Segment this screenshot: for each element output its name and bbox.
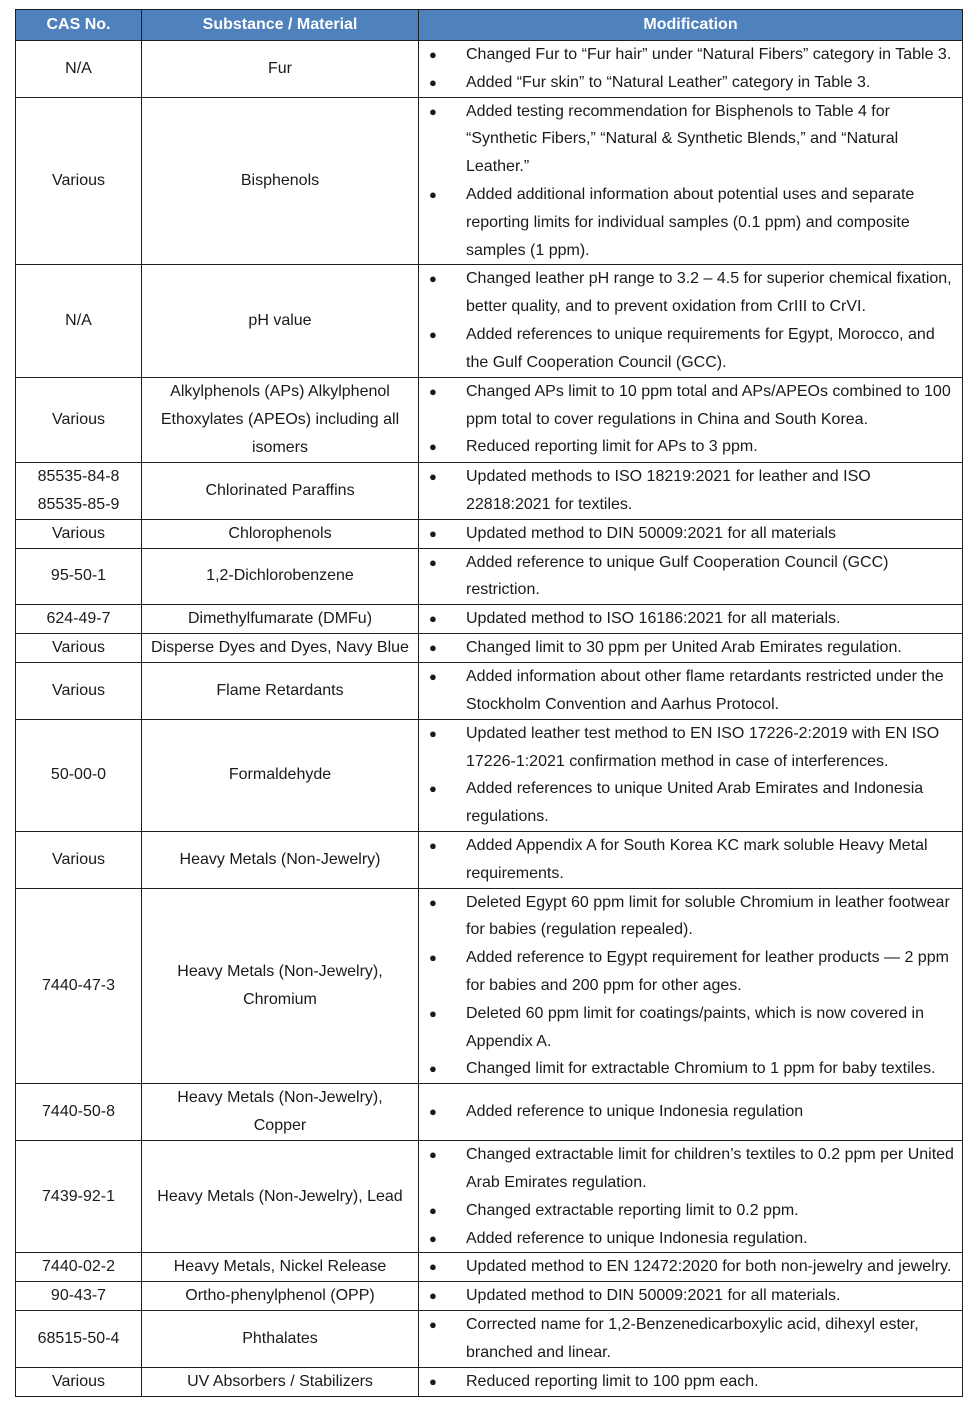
- cas-number-cell: Various: [16, 831, 142, 888]
- modification-item: [419, 549, 954, 605]
- modification-list: [419, 98, 954, 265]
- bullet-icon: ●: [429, 1259, 437, 1275]
- table-row: [16, 519, 963, 548]
- substance-cell: Chlorophenols: [142, 519, 419, 548]
- cas-number-cell: 68515-50-4: [16, 1311, 142, 1368]
- modification-list: [419, 1141, 954, 1252]
- modification-cell: [419, 265, 963, 377]
- modification-item: [419, 1253, 954, 1281]
- modification-cell: [419, 377, 963, 462]
- modification-item: [419, 832, 954, 888]
- modification-list: [419, 265, 954, 376]
- table-row: [16, 462, 963, 519]
- cas-number-cell: Various: [16, 377, 142, 462]
- table-row: [16, 1253, 963, 1282]
- cas-number-cell: 624-49-7: [16, 605, 142, 634]
- modification-list: [419, 463, 954, 519]
- substance-cell: Heavy Metals (Non-Jewelry), Lead: [142, 1141, 419, 1253]
- bullet-icon: ●: [429, 326, 437, 342]
- modification-cell: [419, 519, 963, 548]
- modification-item: [419, 944, 954, 1000]
- table-row: [16, 719, 963, 831]
- modification-text: Updated method to DIN 50009:2021 for all materials.: [466, 1287, 841, 1305]
- modification-list: [419, 520, 954, 548]
- bullet-icon: ●: [429, 1288, 437, 1304]
- modification-text: Updated method to ISO 16186:2021 for all materials.: [466, 610, 841, 628]
- modification-cell: [419, 1084, 963, 1141]
- modification-item: [419, 69, 954, 97]
- modification-item: [419, 181, 954, 264]
- bullet-icon: ●: [429, 781, 437, 797]
- bullet-icon: ●: [429, 669, 437, 685]
- bullet-icon: ●: [429, 1147, 437, 1163]
- cas-number-cell: N/A: [16, 41, 142, 98]
- bullet-icon: ●: [429, 1104, 437, 1120]
- modification-list: [419, 720, 954, 831]
- table-row: [16, 265, 963, 377]
- modification-cell: [419, 1311, 963, 1368]
- modification-text: Reduced reporting limit to 100 ppm each.: [466, 1372, 759, 1390]
- modification-list: [419, 41, 954, 97]
- modification-text: Added reference to Egypt requirement for leather products — 2 ppm for babies and 200 ppm for other ages.: [466, 949, 949, 994]
- modification-text: Added references to unique requirements for Egypt, Morocco, and the Gulf Cooperation Council (GCC).: [466, 325, 935, 371]
- table-row: [16, 663, 963, 720]
- modification-cell: [419, 663, 963, 720]
- bullet-icon: ●: [429, 468, 437, 484]
- header-cas-no: CAS No.: [16, 10, 142, 41]
- bullet-icon: ●: [429, 1230, 437, 1246]
- bullet-icon: ●: [429, 439, 437, 455]
- bullet-icon: ●: [429, 186, 437, 202]
- bullet-icon: ●: [429, 525, 437, 541]
- modification-cell: [419, 1367, 963, 1396]
- header-substance: Substance / Material: [142, 10, 419, 41]
- bullet-icon: ●: [429, 1373, 437, 1389]
- modification-item: [419, 520, 954, 548]
- bullet-icon: ●: [429, 383, 437, 399]
- modification-text: Updated method to EN 12472:2020 for both non-jewelry and jewelry.: [466, 1258, 952, 1276]
- table-row: [16, 1141, 963, 1253]
- modification-item: [419, 1282, 954, 1310]
- modification-text: Added reference to unique Gulf Cooperation Council (GCC) restriction.: [466, 553, 889, 599]
- modification-cell: [419, 41, 963, 98]
- modification-list: [419, 832, 954, 888]
- bullet-icon: ●: [429, 554, 437, 570]
- modification-list: [419, 1368, 954, 1396]
- modification-cell: [419, 548, 963, 605]
- modification-list: [419, 605, 954, 633]
- modification-list: [419, 549, 954, 605]
- cas-number-cell: 90-43-7: [16, 1282, 142, 1311]
- substance-cell: Dimethylfumarate (DMFu): [142, 605, 419, 634]
- modification-cell: [419, 97, 963, 265]
- bullet-icon: ●: [429, 47, 437, 62]
- bullet-icon: ●: [429, 271, 437, 287]
- table-row: [16, 1311, 963, 1368]
- modification-text: Changed limit to 30 ppm per United Arab Emirates regulation.: [466, 639, 902, 657]
- modification-item: [419, 605, 954, 633]
- table-row: [16, 1084, 963, 1141]
- modification-text: Changed limit for extractable Chromium to 1 ppm for baby textiles.: [466, 1060, 936, 1078]
- modification-list: [419, 1253, 954, 1281]
- bullet-icon: ●: [429, 1005, 437, 1021]
- cas-number-cell: Various: [16, 634, 142, 663]
- cas-number-cell: 7439-92-1: [16, 1141, 142, 1253]
- modification-text: Added additional information about potential uses and separate reporting limits for individual samples (0.1 ppm) and composite samples (1 ppm).: [466, 185, 915, 259]
- modification-item: [419, 98, 954, 181]
- modification-text: Reduced reporting limit for APs to 3 ppm.: [466, 438, 758, 456]
- substance-cell: Heavy Metals, Nickel Release: [142, 1253, 419, 1282]
- modification-text: Corrected name for 1,2-Benzenedicarboxylic acid, dihexyl ester, branched and linear.: [466, 1316, 919, 1362]
- cas-number-cell: 85535-84-8 85535-85-9: [16, 462, 142, 519]
- header-row: [16, 10, 963, 41]
- substance-cell: Ortho-phenylphenol (OPP): [142, 1282, 419, 1311]
- modification-cell: [419, 605, 963, 634]
- modifications-table: [15, 9, 963, 1397]
- modification-text: Changed Fur to “Fur hair” under “Natural Fibers” category in Table 3.: [466, 46, 952, 63]
- modification-text: Added information about other flame retardants restricted under the Stockholm Convention and Aarhus Protocol.: [466, 668, 944, 713]
- modification-item: [419, 265, 954, 321]
- modification-list: [419, 889, 954, 1084]
- modification-item: [419, 663, 954, 719]
- cas-number-cell: Various: [16, 663, 142, 720]
- modification-item: [419, 463, 954, 519]
- substance-cell: Heavy Metals (Non-Jewelry), Chromium: [142, 888, 419, 1084]
- bullet-icon: ●: [429, 1061, 437, 1077]
- modification-item: [419, 1000, 954, 1056]
- table-row: [16, 377, 963, 462]
- modification-item: [419, 378, 954, 434]
- modification-text: Added reference to unique Indonesia regulation: [466, 1103, 804, 1121]
- modification-list: [419, 663, 954, 719]
- table-row: [16, 97, 963, 265]
- table-row: [16, 548, 963, 605]
- modification-text: Added Appendix A for South Korea KC mark soluble Heavy Metal requirements.: [466, 836, 928, 882]
- modification-item: [419, 775, 954, 831]
- modification-item: [419, 1055, 954, 1083]
- modification-text: Added reference to unique Indonesia regulation.: [466, 1229, 808, 1247]
- modification-cell: [419, 1141, 963, 1253]
- cas-number-cell: 7440-50-8: [16, 1084, 142, 1141]
- cas-number-cell: Various: [16, 97, 142, 265]
- table-row: [16, 1282, 963, 1311]
- modification-item: [419, 634, 954, 662]
- bullet-icon: ●: [429, 1202, 437, 1218]
- modification-text: Changed extractable limit for children’s textiles to 0.2 ppm per United Arab Emirates regulation.: [466, 1146, 954, 1191]
- modification-list: [419, 1282, 954, 1310]
- modification-list: [419, 1098, 954, 1126]
- modification-text: Updated methods to ISO 18219:2021 for leather and ISO 22818:2021 for textiles.: [466, 467, 871, 513]
- bullet-icon: ●: [429, 725, 437, 741]
- modification-cell: [419, 719, 963, 831]
- substance-cell: Disperse Dyes and Dyes, Navy Blue: [142, 634, 419, 663]
- modification-item: [419, 889, 954, 945]
- substance-cell: pH value: [142, 265, 419, 377]
- modification-item: [419, 1368, 954, 1396]
- modification-list: [419, 1311, 954, 1367]
- bullet-icon: ●: [429, 1317, 437, 1333]
- bullet-icon: ●: [429, 611, 437, 627]
- modification-item: [419, 321, 954, 377]
- substance-cell: UV Absorbers / Stabilizers: [142, 1367, 419, 1396]
- substance-cell: 1,2-Dichlorobenzene: [142, 548, 419, 605]
- table-row: [16, 1367, 963, 1396]
- modification-text: Changed extractable reporting limit to 0.2 ppm.: [466, 1201, 799, 1219]
- modification-text: Updated leather test method to EN ISO 17226-2:2019 with EN ISO 17226-1:2021 confirmation method in case of interferences.: [466, 724, 940, 770]
- bullet-icon: ●: [429, 640, 437, 656]
- cas-number-cell: 50-00-0: [16, 719, 142, 831]
- modification-cell: [419, 634, 963, 663]
- substance-cell: Formaldehyde: [142, 719, 419, 831]
- table-row: [16, 605, 963, 634]
- modification-cell: [419, 1282, 963, 1311]
- bullet-icon: ●: [429, 103, 437, 119]
- substance-cell: Alkylphenols (APs) Alkylphenol Ethoxylates (APEOs) including all isomers: [142, 377, 419, 462]
- substance-cell: Heavy Metals (Non-Jewelry), Copper: [142, 1084, 419, 1141]
- cas-number-cell: 95-50-1: [16, 548, 142, 605]
- modification-item: [419, 1225, 954, 1253]
- modification-text: Deleted Egypt 60 ppm limit for soluble Chromium in leather footwear for babies (regulation repealed).: [466, 893, 950, 939]
- modification-list: [419, 634, 954, 662]
- header-modification: Modification: [419, 10, 963, 41]
- modification-item: [419, 1197, 954, 1225]
- cas-number-cell: Various: [16, 519, 142, 548]
- modification-item: [419, 1311, 954, 1367]
- modification-text: Updated method to DIN 50009:2021 for all materials: [466, 524, 836, 542]
- bullet-icon: ●: [429, 837, 437, 853]
- modification-list: [419, 378, 954, 461]
- substance-cell: Phthalates: [142, 1311, 419, 1368]
- table-row: [16, 888, 963, 1084]
- modification-text: Changed leather pH range to 3.2 – 4.5 for superior chemical fixation, better quality, and to prevent oxidation from CrIII to CrVI.: [466, 270, 952, 316]
- cas-number-cell: 7440-47-3: [16, 888, 142, 1084]
- modification-cell: [419, 462, 963, 519]
- table-body: [16, 41, 963, 1397]
- cas-number-cell: Various: [16, 1367, 142, 1396]
- substance-cell: Chlorinated Paraffins: [142, 462, 419, 519]
- table-row: [16, 831, 963, 888]
- substance-cell: Heavy Metals (Non-Jewelry): [142, 831, 419, 888]
- modification-text: Added testing recommendation for Bisphenols to Table 4 for “Synthetic Fibers,” “Natural & Synthetic Blends,” and “Natural Leather.”: [466, 102, 899, 176]
- modification-item: [419, 720, 954, 776]
- modification-item: [419, 41, 954, 69]
- substance-cell: Flame Retardants: [142, 663, 419, 720]
- modification-item: [419, 433, 954, 461]
- modification-text: Deleted 60 ppm limit for coatings/paints, which is now covered in Appendix A.: [466, 1004, 924, 1050]
- substance-cell: Bisphenols: [142, 97, 419, 265]
- modification-cell: [419, 831, 963, 888]
- modification-text: Added references to unique United Arab Emirates and Indonesia regulations.: [466, 780, 924, 826]
- bullet-icon: ●: [429, 74, 437, 90]
- modification-cell: [419, 888, 963, 1084]
- cas-number-cell: N/A: [16, 265, 142, 377]
- bullet-icon: ●: [429, 950, 437, 966]
- modification-text: Added “Fur skin” to “Natural Leather” category in Table 3.: [466, 73, 871, 91]
- modification-item: [419, 1141, 954, 1197]
- bullet-icon: ●: [429, 894, 437, 910]
- modification-cell: [419, 1253, 963, 1282]
- cas-number-cell: 7440-02-2: [16, 1253, 142, 1282]
- substance-cell: Fur: [142, 41, 419, 98]
- table-row: [16, 41, 963, 98]
- modification-text: Changed APs limit to 10 ppm total and APs/APEOs combined to 100 ppm total to cover regulations in China and South Korea.: [466, 382, 951, 428]
- modification-item: [419, 1098, 954, 1126]
- table-row: [16, 634, 963, 663]
